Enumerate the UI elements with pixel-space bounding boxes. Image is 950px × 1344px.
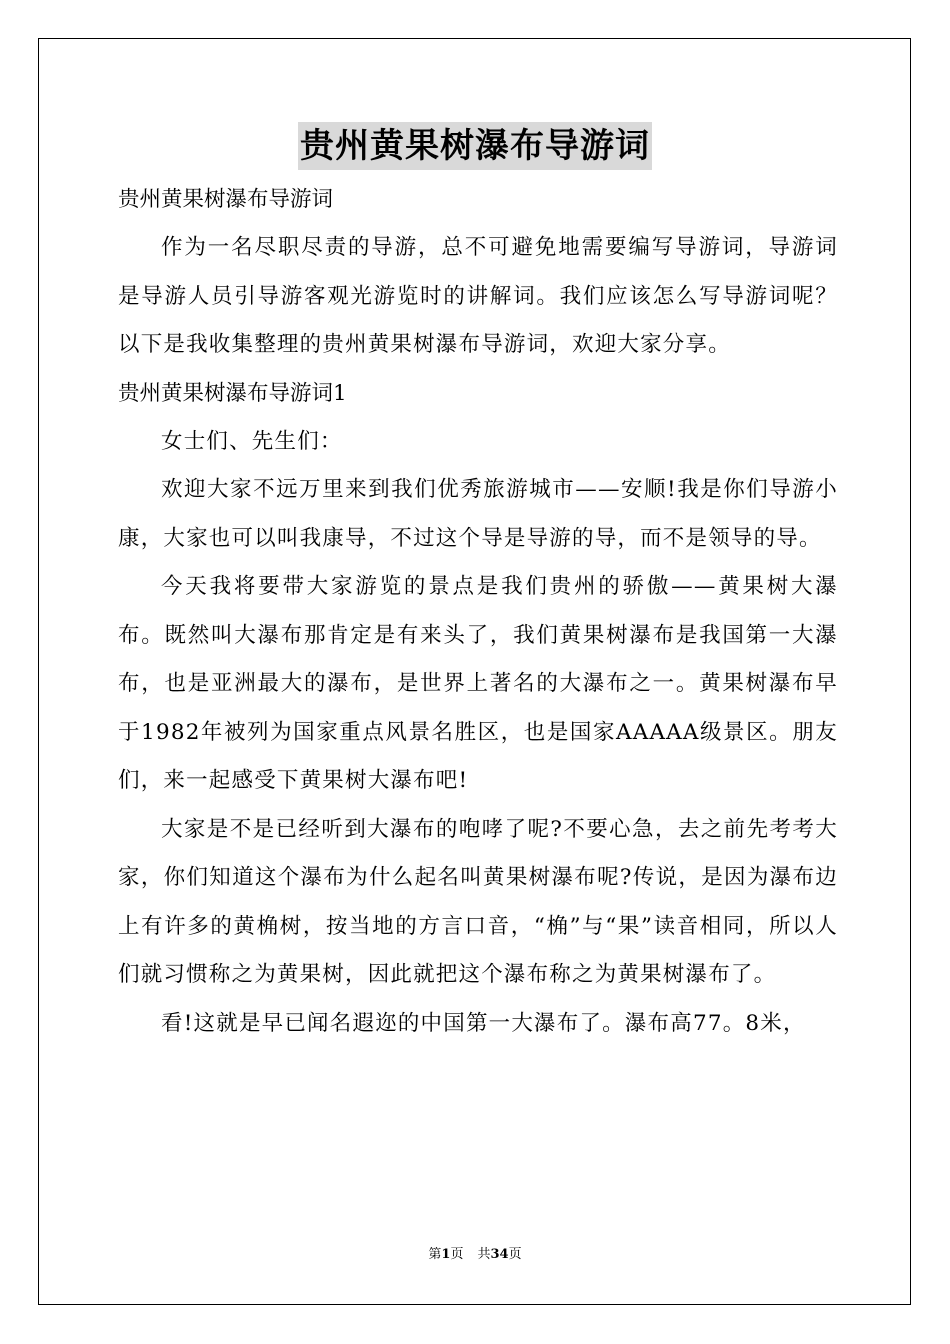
total-suffix: 页 bbox=[508, 1247, 522, 1262]
name-origin-paragraph: 大家是不是已经听到大瀑布的咆哮了呢?不要心急，去之前先考考大家，你们知道这个瀑布为什么起名叫黄果树瀑布呢?传说，是因为瀑布边上有许多的黄桷树，按当地的方言口音，“桷”与“果”读音相同，所以人们就习惯称之为黄果树，因此就把这个瀑布称之为黄果树瀑布了。 bbox=[118, 816, 838, 987]
page-number: 1 bbox=[441, 1247, 451, 1262]
page-prefix: 第 bbox=[428, 1247, 442, 1262]
title-wrapper bbox=[0, 122, 950, 170]
document-title: 贵州黄果树瀑布导游词 bbox=[298, 122, 652, 170]
page-footer bbox=[0, 1246, 950, 1264]
total-prefix: 共 bbox=[477, 1247, 491, 1262]
total-pages: 34 bbox=[490, 1247, 509, 1262]
page-suffix: 页 bbox=[450, 1247, 464, 1262]
document-body bbox=[118, 176, 838, 1048]
welcome-paragraph: 欢迎大家不远万里来到我们优秀旅游城市——安顺!我是你们导游小康，大家也可以叫我康导，不过这个导是导游的导，而不是领导的导。 bbox=[118, 477, 838, 551]
waterfall-paragraph: 看!这就是早已闻名遐迩的中国第一大瀑布了。瀑布高77。8米， bbox=[161, 1010, 806, 1036]
intro-paragraph: 作为一名尽职尽责的导游，总不可避免地需要编写导游词，导游词是导游人员引导游客观光游览时的讲解词。我们应该怎么写导游词呢？以下是我收集整理的贵州黄果树瀑布导游词，欢迎大家分享。 bbox=[118, 235, 838, 357]
section-heading: 贵州黄果树瀑布导游词1 bbox=[118, 380, 347, 406]
greeting-paragraph: 女士们、先生们： bbox=[161, 428, 343, 454]
attraction-paragraph: 今天我将要带大家游览的景点是我们贵州的骄傲——黄果树大瀑布。既然叫大瀑布那肯定是有来头了，我们黄果树瀑布是我国第一大瀑布，也是亚洲最大的瀑布，是世界上著名的大瀑布之一。黄果树瀑布早于1982年被列为国家重点风景名胜区，也是国家AAAAA级景区。朋友们，来一起感受下黄果树大瀑布吧! bbox=[118, 574, 838, 793]
document-subtitle: 贵州黄果树瀑布导游词 bbox=[118, 187, 334, 212]
